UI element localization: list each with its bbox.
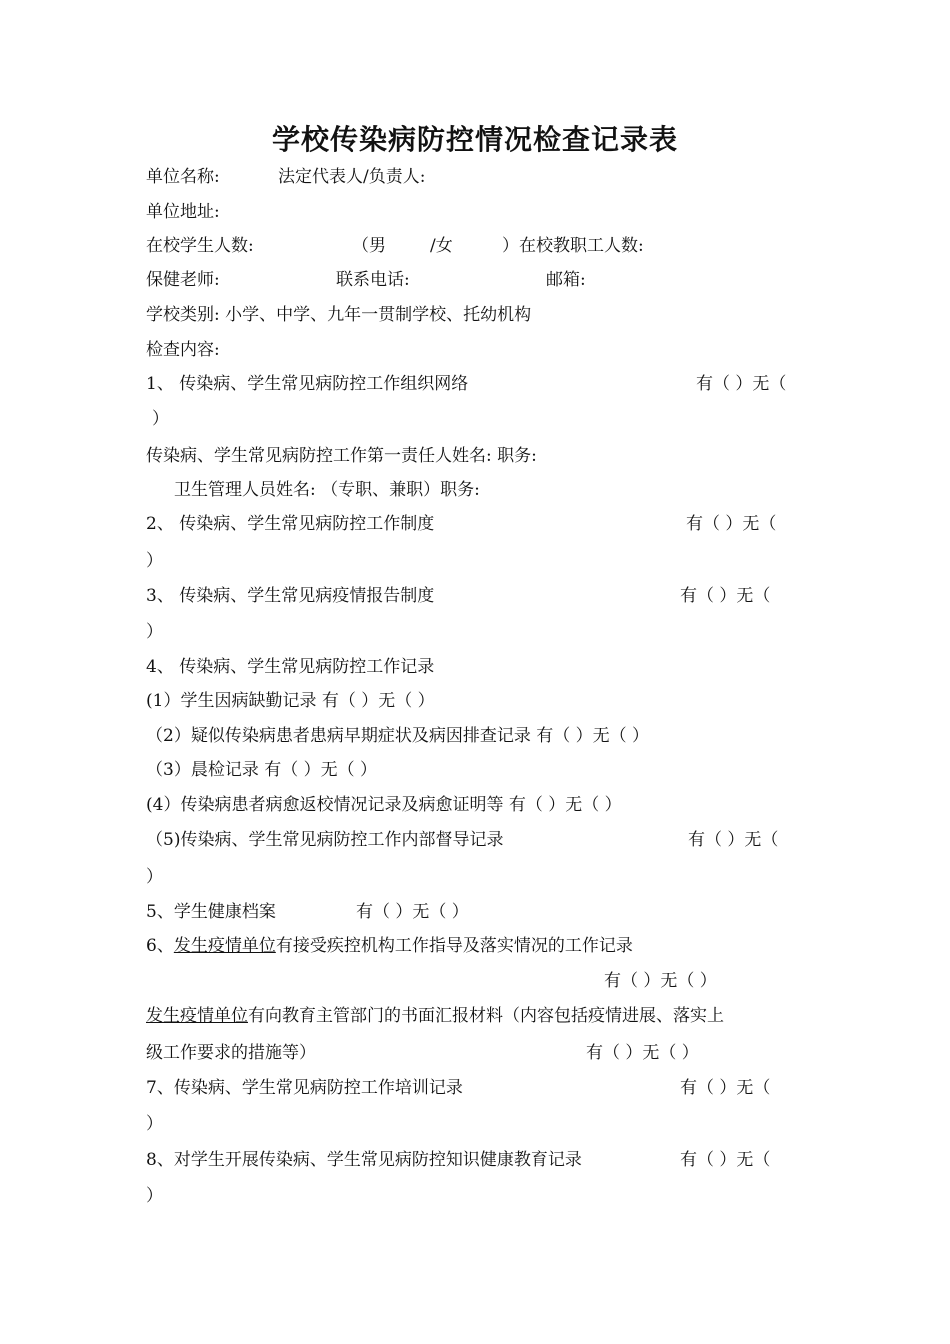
item-6-number: 6、 <box>146 936 174 956</box>
item-2-options: 有（ ）无（ <box>686 514 777 534</box>
item-3-options: 有（ ）无（ <box>680 586 771 606</box>
item-7-options: 有（ ）无（ <box>680 1078 771 1098</box>
students-label: 在校学生人数: <box>146 236 254 256</box>
item-2-close: ） <box>146 551 163 571</box>
email-label: 邮箱: <box>546 270 586 290</box>
school-type-line: 学校类别: 小学、中学、九年一贯制学校、托幼机构 <box>146 305 532 325</box>
item-7-close: ） <box>146 1114 163 1134</box>
male-label: （男 <box>352 236 386 256</box>
item-4: 4、 传染病、学生常见病防控工作记录 <box>146 657 435 677</box>
item-8: 8、对学生开展传染病、学生常见病防控知识健康教育记录 <box>146 1150 582 1170</box>
item-6-options: 有（ ）无（ ） <box>604 971 717 991</box>
item-8-close: ） <box>146 1186 163 1206</box>
health-teacher-label: 保健老师: <box>146 270 220 290</box>
item-6b <box>146 1005 724 1027</box>
address-label: 单位地址: <box>146 202 220 222</box>
item-8-options: 有（ ）无（ <box>680 1150 771 1170</box>
item-6b-text: 有向教育主管部门的书面汇报材料（内容包括疫情进展、落实上 <box>248 1006 724 1026</box>
phone-label: 联系电话: <box>336 270 410 290</box>
item-6-underlined: 发生疫情单位 <box>173 936 276 956</box>
item-4-5-close: ） <box>146 867 163 887</box>
item-3: 3、 传染病、学生常见病疫情报告制度 <box>146 586 435 606</box>
item-3-close: ） <box>146 622 163 642</box>
item-1: 1、 传染病、学生常见病防控工作组织网络 <box>146 374 469 394</box>
item-2: 2、 传染病、学生常见病防控工作制度 <box>146 514 435 534</box>
staff-label: ）在校教职工人数: <box>502 236 644 256</box>
female-label: /女 <box>430 236 453 256</box>
item-5: 5、学生健康档案 <box>146 902 276 922</box>
item-6b-underlined: 发生疫情单位 <box>146 1006 248 1026</box>
item-4-5: （5)传染病、学生常见病防控工作内部督导记录 <box>146 830 504 850</box>
item-7: 7、传染病、学生常见病防控工作培训记录 <box>146 1078 463 1098</box>
item-4-2: （2）疑似传染病患者患病早期症状及病因排查记录 有（ ）无（ ） <box>146 726 650 746</box>
item-1-staff: 卫生管理人员姓名: （专职、兼职）职务: <box>174 480 480 500</box>
item-1-options: 有（ ）无（ <box>696 374 787 394</box>
item-1-close: ） <box>152 409 169 429</box>
unit-name-label: 单位名称: <box>146 167 220 187</box>
item-1-person: 传染病、学生常见病防控工作第一责任人姓名: 职务: <box>146 446 537 466</box>
item-4-1: (1）学生因病缺勤记录 有（ ）无（ ） <box>146 691 435 711</box>
item-6 <box>146 935 633 957</box>
item-5-options: 有（ ）无（ ） <box>356 902 469 922</box>
inspection-heading: 检查内容: <box>146 340 220 360</box>
item-6b-line2: 级工作要求的措施等） <box>146 1043 316 1063</box>
item-6b-options: 有（ ）无（ ） <box>586 1043 699 1063</box>
page-title: 学校传染病防控情况检查记录表 <box>271 123 678 156</box>
legal-rep-label: 法定代表人/负责人: <box>278 167 426 187</box>
item-6-text: 有接受疾控机构工作指导及落实情况的工作记录 <box>275 936 633 956</box>
item-4-4: (4）传染病患者病愈返校情况记录及病愈证明等 有（ ）无（ ） <box>146 795 622 815</box>
item-4-5-options: 有（ ）无（ <box>688 830 779 850</box>
item-4-3: （3）晨检记录 有（ ）无（ ） <box>146 760 378 780</box>
